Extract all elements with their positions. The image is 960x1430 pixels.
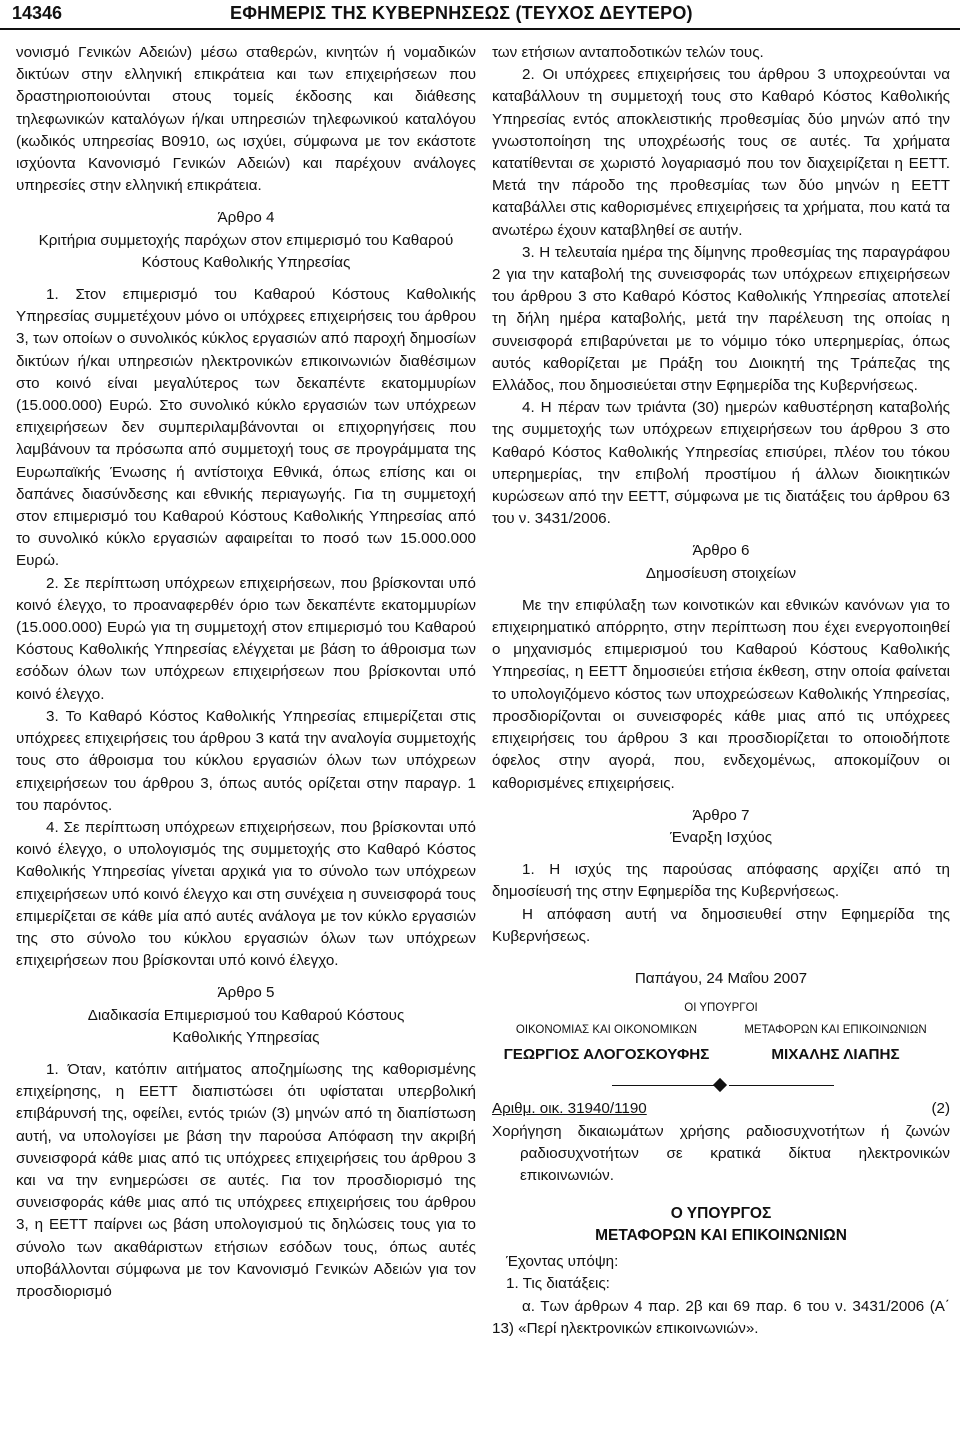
ministers-label: ΟΙ ΥΠΟΥΡΓΟΙ	[684, 1002, 758, 1015]
signatures	[492, 1022, 950, 1066]
separator-line-left	[612, 1085, 717, 1086]
reference-index: (2)	[931, 1100, 950, 1118]
page-number: 14346	[12, 3, 63, 23]
signature-block-2	[721, 1022, 950, 1066]
ministry-name-2: ΜΕΤΑΦΟΡΩΝ ΚΑΙ ΕΠΙΚΟΙΝΩΝΙΩΝ	[744, 1024, 927, 1037]
separator-line-right	[729, 1085, 834, 1086]
article-4-paragraph-3: 3. Το Καθαρό Κόστος Καθολικής Υπηρεσίας επιμερίζεται στις υπόχρεες επιχειρήσεις του άρθρου 3 κατά την αναλογία συμμετοχής τους στο άθροισμα του κύκλου εργασιών όλων των υπόχρεων επιχειρήσεων του άρθρου 3, όπως αυτός ορίζεται στην παραγρ. 1 του παρόντος.	[16, 707, 476, 814]
article-4-heading: Άρθρο 4	[217, 209, 275, 227]
provisions-item: 1. Τις διατάξεις:	[506, 1275, 610, 1293]
article-5-paragraph-1: 1. Όταν, κατόπιν αιτήματος αποζημίωσης της καθορισμένης επιχείρησης, η ΕΕΤΤ διαπιστώσει ότι υφίσταται υπερβολική επιβάρυνσή της, οφείλει, εντός τριών (3) μηνών από τη διαπίστωση αυτή, να υπολογίσει με βάση την παρούσα Απόφαση την ακριβή συνεισφορά κάθε μιας από τις υπόχρεες επιχειρήσεις του άρθρου 3 και να την ενημερώσει σε αυτές. Για τον προσδιορισμό της συνεισφοράς κάθε μιας από τις υπόχρεες επιχειρήσεις του άρθρου 3, η ΕΕΤΤ παίρνει ως βάση υπολογισμού τις δηλώσεις τους για το σύνολο των ακαθάριστων ετήσιων εσόδων τους, όπως αυτές υποβάλλονται σύμφωνα με τον Κανονισμό Γενικών Αδειών για τον προσδιορισμό	[16, 1060, 476, 1300]
article-7-paragraph-2: Η απόφαση αυτή να δημοσιευθεί στην Εφημερίδα της Κυβερνήσεως.	[492, 905, 950, 945]
article-5-title: Διαδικασία Επιμερισμού του Καθαρού Κόστους Καθολικής Υπηρεσίας	[87, 1006, 405, 1046]
section-separator	[492, 1074, 950, 1098]
journal-title: ΕΦΗΜΕΡΙΣ ΤΗΣ ΚΥΒΕΡΝΗΣΕΩΣ (ΤΕΥΧΟΣ ΔΕΥΤΕΡΟ)	[230, 3, 693, 23]
diamond-icon	[713, 1078, 727, 1092]
provision-a: α. Των άρθρων 4 παρ. 2β και 69 παρ. 6 του ν. 3431/2006 (Α΄ 13) «Περί ηλεκτρονικών επικοινωνιών».	[492, 1297, 950, 1337]
article-7-paragraph-1: 1. Η ισχύς της παρούσας απόφασης αρχίζει από τη δημοσίευσή της στην Εφημερίδα της Κυβερνήσεως.	[492, 861, 950, 901]
right-column	[492, 42, 950, 1340]
place-date: Παπάγου, 24 Μαΐου 2007	[634, 969, 808, 987]
issuer-ministry: ΜΕΤΑΦΟΡΩΝ ΚΑΙ ΕΠΙΚΟΙΝΩΝΙΩΝ	[595, 1227, 847, 1245]
header-rule	[0, 28, 960, 30]
page-header	[0, 0, 960, 32]
decision-subject: Χορήγηση δικαιωμάτων χρήσης ραδιοσυχνοτήτων ή ζωνών ραδιοσυχνοτήτων σε κρατικά δίκτυα ηλεκτρονικών επικοινωνιών.	[492, 1122, 950, 1184]
article-5-paragraph-3: 3. Η τελευταία ημέρα της δίμηνης προθεσμίας της παραγράφου 2 για την καταβολή της συνεισφοράς των υπόχρεων επιχειρήσεων του άρθρου 3 στο Καθαρό Κόστος Καθολικής Υπηρεσίας αποτελεί τη δήλη ημέρα καταβολής, μετά την παρέλευση της οποίας η συνεισφορά επιβαρύνεται με το νόμιμο τόκο υπερημερίας, όπως αυτός καθορίζεται με Πράξη του Διοικητή της Τράπεζας της Ελλάδος, που δημοσιεύεται στην Εφημερίδα της Κυβερνήσεως.	[492, 243, 950, 395]
article-6-paragraph-1: Με την επιφύλαξη των κοινοτικών και εθνικών κανόνων για το επιχειρηματικό απόρρητο, στην περίπτωση που έχει ενεργοποιηθεί ο μηχανισμός επιμερισμού του Καθαρού Κόστους Καθολικής Υπηρεσίας, η ΕΕΤΤ δημοσιεύει ετήσια έκθεση, στην οποία φαίνεται το υπολογιζόμενο κόστος των υποχρεώσεων Καθολικής Υπηρεσίας, προσδιορίζονται οι συνεισφορές κάθε μιας από τις υπόχρεες επιχειρήσεις του άρθρου 3 και προσδιορίζεται το οποιοδήποτε όφελος στην αγορά, που, ενδεχομένως, αποκομίζουν οι καθορισμένες επιχειρήσεις.	[492, 596, 950, 792]
issuer-title: Ο ΥΠΟΥΡΓΟΣ	[670, 1205, 772, 1223]
article-5-heading: Άρθρο 5	[217, 984, 275, 1002]
article-5-paragraph-2: 2. Οι υπόχρεες επιχειρήσεις του άρθρου 3 υποχρεούνται να καταβάλλουν τη συμμετοχή τους στο Καθαρό Κόστος Καθολικής Υπηρεσίας εντός αποκλειστικής προθεσμίας δύο μηνών από την γνωστοποίηση της υποχρέωσής τους σε αυτές. Τα χρήματα κατατίθενται σε χωριστό λογαριασμό που τον διαχειρίζεται η ΕΕΤΤ. Μετά την πάροδο της προθεσμίας των δύο μηνών η ΕΕΤΤ καταβάλλει στις καθορισμένες επιχειρήσεις τα χρήματα, που κατά τα ανωτέρω έχουν καταβληθεί σε αυτήν.	[492, 66, 950, 239]
article-6-title: Δημοσίευση στοιχείων	[645, 564, 797, 582]
article-7-title: Έναρξη Ισχύος	[669, 828, 773, 846]
article-4-paragraph-4: 4. Σε περίπτωση υπόχρεων επιχειρήσεων, που βρίσκονται υπό κοινό έλεγχο, ο υπολογισμός της συμμετοχής στο Καθαρό Κόστος Καθολικής Υπηρεσίας γίνεται αρχικά για το σύνολο των υπόχρεων επιχειρήσεων υπό κοινό έλεγχο και στη συνέχεια η συνεισφορά τους επιμερίζεται σε κάθε μία από αυτές ανάλογα με τον κύκλο εργασιών της στο σύνολο του κύκλου εργασιών όλων των υπόχρεων επιχειρήσεων που βρίσκονται υπό κοινό έλεγχο.	[16, 818, 476, 970]
article-4-paragraph-2: 2. Σε περίπτωση υπόχρεων επιχειρήσεων, που βρίσκονται υπό κοινό έλεγχο, το προαναφερθέν όριο των δεκαπέντε εκατομμυρίων (15.000.000) Ευρώ για τη συμμετοχή στον επιμερισμό του Καθαρού Κόστους Καθολικής Υπηρεσίας ελέγχεται με βάση το άθροισμα των εσόδων όλων των υπόχρεων επιχειρήσεων που βρίσκονται υπό κοινό έλεγχο.	[16, 574, 476, 703]
decision-reference	[492, 1098, 950, 1120]
having-regard: Έχοντας υπόψη:	[506, 1253, 619, 1271]
signature-block-1	[492, 1022, 721, 1066]
minister-name-1: ΓΕΩΡΓΙΟΣ ΑΛΟΓΟΣΚΟΥΦΗΣ	[503, 1046, 710, 1064]
article-4-paragraph-1: 1. Στον επιμερισμό του Καθαρού Κόστους Καθολικής Υπηρεσίας συμμετέχουν μόνο οι υπόχρεες επιχειρήσεις του άρθρου 3, των οποίων ο συνολικός κύκλος εργασιών από παροχή δημοσίων δικτύων ή/και υπηρεσιών ηλεκτρονικών επικοινωνιών διαθέσιμων στο κοινό είναι μεγαλύτερος των δεκαπέντε εκατομμυρίων (15.000.000) Ευρώ. Στο συνολικό κύκλο εργασιών των υπόχρεων επιχειρήσεων δεν συμπεριλαμβάνονται οι επιχορηγήσεις που λαμβάνουν τα πρόσωπα από συμμετοχή τους σε προγράμματα της Ευρωπαϊκής Ένωσης ή αντίστοιχα Εθνικά, όπως επίσης και οι δαπάνες διασύνδεσης και εθνικής περιαγωγής. Για τη συμμετοχή στον επιμερισμό του Καθαρού Κόστους Καθολικής Υπηρεσίας από το συνολικό κύκλο εργασιών αφαιρείται το ποσό των 15.000.000 Ευρώ.	[16, 286, 476, 570]
left-column	[16, 42, 476, 1303]
article-5-paragraph-4: 4. Η πέραν των τριάντα (30) ημερών καθυστέρηση καταβολής της συμμετοχής των υπόχρεων επιχειρήσεων του άρθρου 3 στο Καθαρό Κόστος Καθολικής Υπηρεσίας επισύρει, πλέον του τόκου υπερημερίας, την επιβολή προστίμου ή άλλων διοικητικών κυρώσεων από την ΕΕΤΤ, σύμφωνα με τις διατάξεις του άρθρου 63 του ν. 3431/2006.	[492, 399, 950, 528]
minister-name-2: ΜΙΧΑΛΗΣ ΛΙΑΠΗΣ	[771, 1046, 900, 1064]
article-4-title: Κριτήρια συμμετοχής παρόχων στον επιμερισμό του Καθαρού Κόστους Καθολικής Υπηρεσίας	[38, 231, 454, 271]
reference-number: Αριθμ. οικ. 31940/1190	[492, 1100, 647, 1118]
ministry-name-1: ΟΙΚΟΝΟΜΙΑΣ ΚΑΙ ΟΙΚΟΝΟΜΙΚΩΝ	[515, 1024, 698, 1037]
paragraph-intro: νονισμό Γενικών Αδειών) μέσω σταθερών, κινητών ή νομαδικών δικτύων στην ελληνική επικράτεια και των επιχειρήσεων που δραστηριοποιούνται στους τομείς έκδοσης και διάθεσης τηλεφωνικών καταλόγων ή/και υπηρεσιών τηλεφωνικού καταλόγου (κωδικός υπηρεσίας Β0910, ως ισχύει, σύμφωνα με τον εκάστοτε ισχύοντα Κανονισμό Γενικών Αδειών) και παρέχουν ανάλογες υπηρεσίες στην ελληνική επικράτεια.	[16, 44, 476, 195]
paragraph-continuation: των ετήσιων ανταποδοτικών τελών τους.	[492, 44, 764, 61]
article-6-heading: Άρθρο 6	[692, 542, 750, 560]
article-7-heading: Άρθρο 7	[692, 806, 750, 824]
issuer	[492, 1203, 950, 1247]
